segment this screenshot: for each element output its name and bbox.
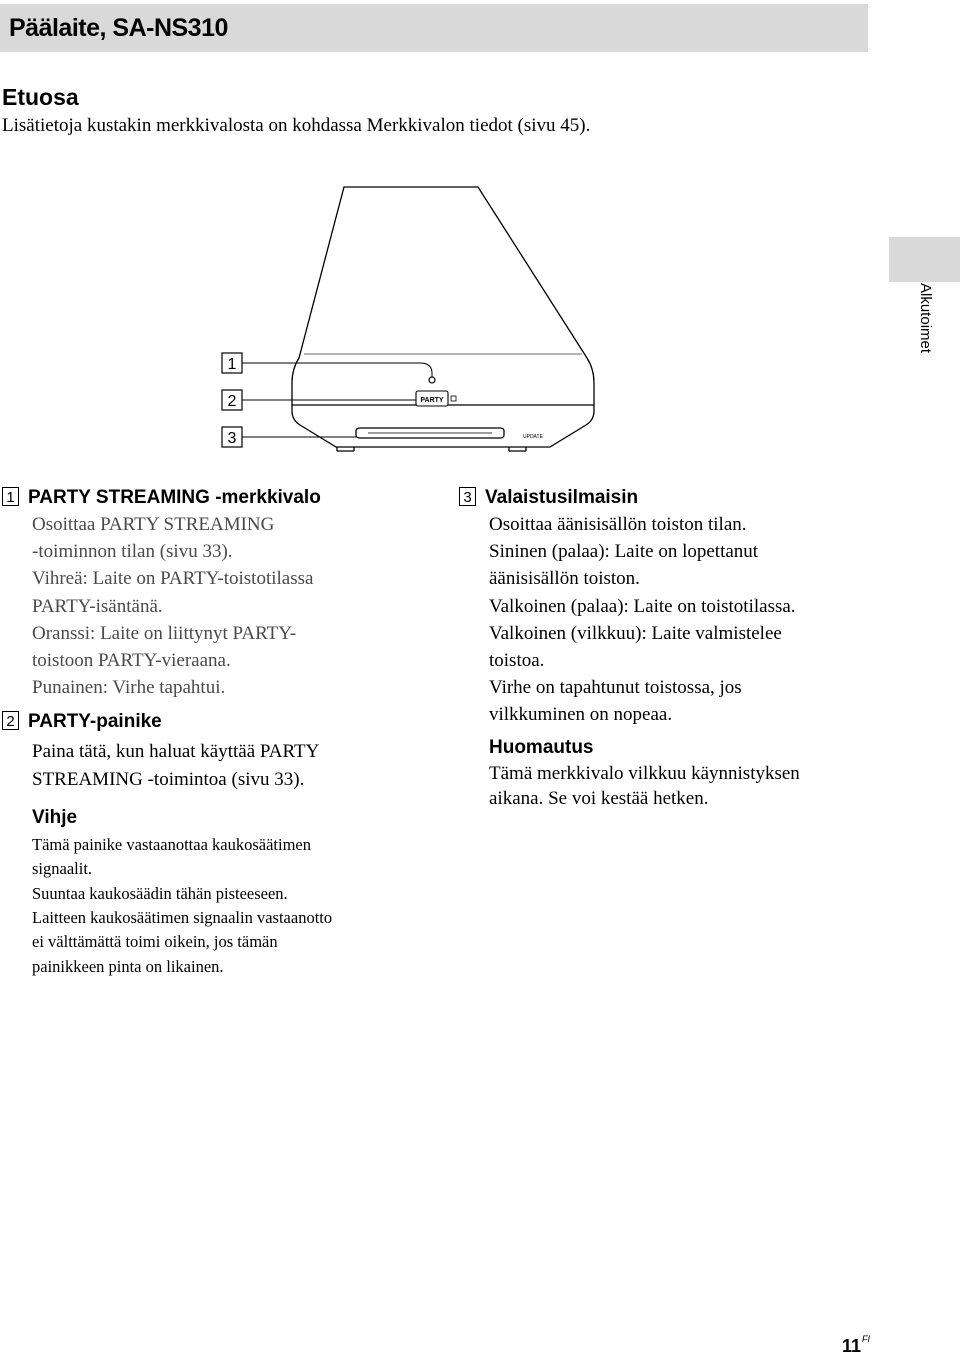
item-2-line: STREAMING -toimintoa (sivu 33). <box>32 768 305 790</box>
party-button-label: PARTY <box>420 397 444 404</box>
item-1-number: 1 <box>2 487 19 506</box>
note-box <box>459 735 879 811</box>
item-1-line: -toiminnon tilan (sivu 33). <box>32 541 233 563</box>
item-3 <box>459 484 879 729</box>
section-heading: Etuosa <box>2 84 79 110</box>
hint-line: painikkeen pinta on likainen. <box>32 956 224 976</box>
update-label: UPDATE <box>523 434 543 440</box>
item-3-line: Valkoinen (vilkkuu): Laite valmistelee <box>489 622 782 644</box>
item-1-line: Osoittaa PARTY STREAMING <box>32 514 275 535</box>
left-column <box>2 484 422 979</box>
item-3-line: toistoa. <box>489 650 545 672</box>
note-line: aikana. Se voi kestää hetken. <box>489 787 709 809</box>
item-1-line: Punainen: Virhe tapahtui. <box>32 677 226 699</box>
hint-box <box>2 805 422 979</box>
item-2-number: 2 <box>2 711 19 730</box>
callout-3 <box>222 427 242 447</box>
sensor-mark <box>451 396 456 401</box>
item-1-line: toistoon PARTY-vieraana. <box>32 650 231 672</box>
note-line: Tämä merkkivalo vilkkuu käynnistyksen <box>489 762 800 784</box>
party-indicator-dot <box>429 377 435 383</box>
speaker-body <box>292 187 594 451</box>
page-title-bar <box>0 4 868 52</box>
item-2 <box>2 708 422 792</box>
item-1-title: PARTY STREAMING -merkkivalo <box>28 487 321 508</box>
item-3-line: Sininen (palaa): Laite on lopettanut <box>489 541 759 563</box>
svg-text:3: 3 <box>227 430 237 447</box>
svg-text:2: 2 <box>227 393 237 410</box>
item-3-body <box>459 511 879 729</box>
item-2-line: Paina tätä, kun haluat käyttää PARTY <box>32 741 320 763</box>
item-1-line: Oranssi: Laite on liittynyt PARTY- <box>32 622 297 644</box>
section-intro: Lisätietoja kustakin merkkivalosta on kohdassa Merkkivalon tiedot (sivu 45). <box>2 115 591 136</box>
page-title: Päälaite, SA-NS310 <box>9 14 228 42</box>
hint-line: Tämä painike vastaanottaa kaukosäätimen <box>32 834 312 854</box>
item-1 <box>2 484 422 701</box>
callout-1 <box>222 353 242 373</box>
note-title: Huomautus <box>489 736 594 758</box>
hint-title: Vihje <box>32 806 78 828</box>
item-1-line: Vihreä: Laite on PARTY-toistotilassa <box>32 568 314 590</box>
page-language-code: FI <box>862 1334 870 1344</box>
note-body <box>489 761 879 811</box>
item-1-body <box>2 511 422 701</box>
page-number: 11 <box>842 1336 862 1356</box>
item-3-line: Osoittaa äänisisällön toiston tilan. <box>489 514 747 535</box>
item-3-number: 3 <box>459 487 476 506</box>
hint-line: ei välttämättä toimi oikein, jos tämän <box>32 932 278 952</box>
side-tab-label: Alkutoimet <box>917 283 934 354</box>
hint-line: signaalit. <box>32 859 93 879</box>
item-2-title: PARTY-painike <box>28 711 162 733</box>
item-3-line: vilkkuminen on nopeaa. <box>489 704 673 726</box>
hint-line: Laitteen kaukosäätimen signaalin vastaanotto <box>32 908 333 928</box>
speaker-front-diagram <box>220 183 600 453</box>
svg-text:1: 1 <box>227 356 237 373</box>
item-3-line: Virhe on tapahtunut toistossa, jos <box>489 677 742 699</box>
item-1-line: PARTY-isäntänä. <box>32 595 163 617</box>
item-2-body <box>2 738 422 792</box>
item-3-line: äänisisällön toiston. <box>489 568 640 590</box>
callout-2 <box>222 390 242 410</box>
item-3-line: Valkoinen (palaa): Laite on toistotilassa. <box>489 595 796 617</box>
side-tab-marker <box>889 237 960 282</box>
hint-line: Suuntaa kaukosäädin tähän pisteeseen. <box>32 883 288 903</box>
right-column <box>459 484 879 811</box>
item-3-title: Valaistusilmaisin <box>485 487 639 508</box>
hint-body <box>32 833 422 979</box>
